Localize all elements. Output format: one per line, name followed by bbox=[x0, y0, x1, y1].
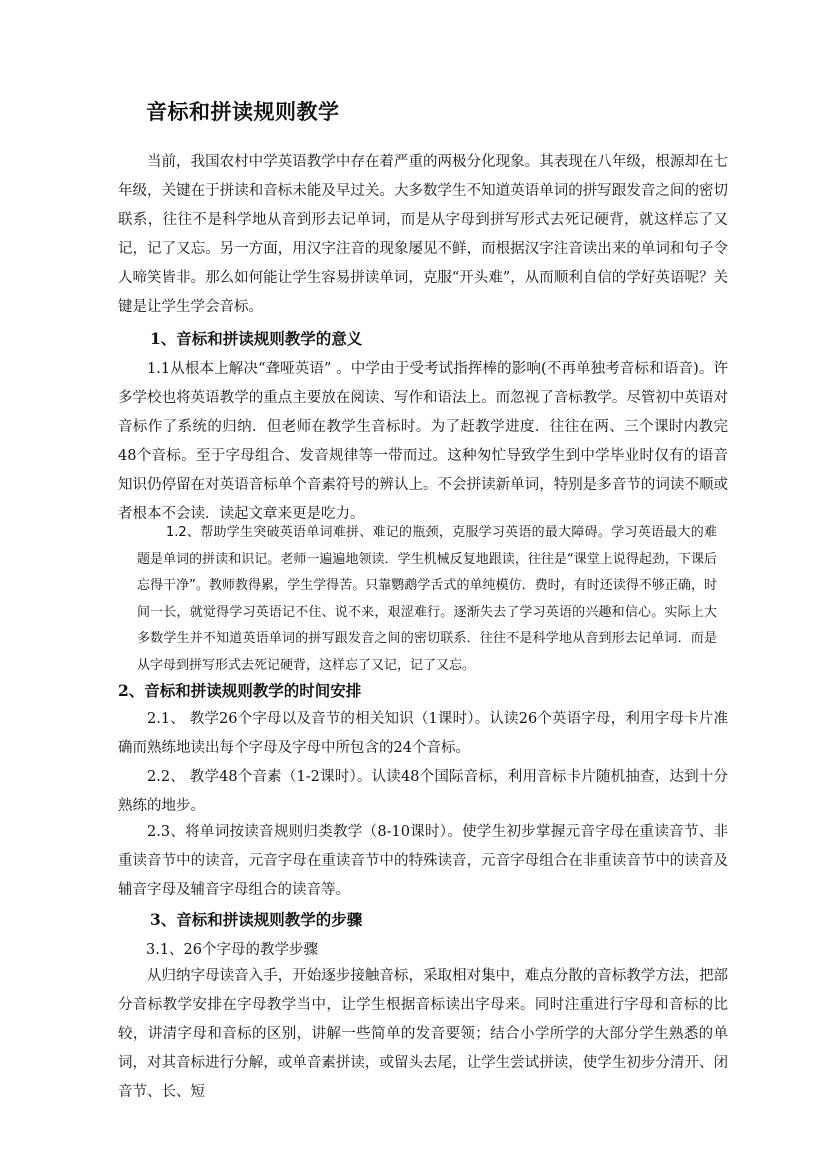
document-title: 音标和拼读规则教学 bbox=[146, 99, 340, 124]
section-1-heading: 1、音标和拼读规则教学的意义 bbox=[150, 329, 363, 348]
section-3-heading: 3、音标和拼读规则教学的步骤 bbox=[150, 910, 363, 929]
intro-paragraph: 当前，我国农村中学英语教学中存在着严重的两极分化现象。其表现在八年级，根源却在七年级，关键在于拼读和音标未能及早过关。大多数学生不知道英语单词的拼写跟发音之间的密切联系，往往不是科学地从音到形去记单词，而是从字母到拼写形式去死记硬背，就这样忘了又记，记了又忘。另一方面，用汉字注音的现象屡见不鲜，而根据汉字注音读出来的单词和句子令人啼笑皆非。那么如何能让学生容易拼读单词，克服“开头难”，从而顺利自信的学好英语呢？关键是让学生学会音标。 bbox=[118, 154, 728, 315]
section-2-2-paragraph: 2.2、 教学48个音素（1-2课时）。认读48个国际音标，利用音标卡片随机抽查，达到十分熟练的地步。 bbox=[118, 769, 728, 814]
section-2-heading: 2、音标和拼读规则教学的时间安排 bbox=[118, 681, 362, 700]
section-2-1-paragraph: 2.1、 教学26个字母以及音节的相关知识（1课时）。认读26个英语字母，利用字母卡片准确而熟练地读出每个字母及字母中所包含的24个音标。 bbox=[118, 711, 728, 756]
section-2-3-paragraph: 2.3、将单词按读音规则归类教学（8-10课时）。使学生初步掌握元音字母在重读音节、非重读音节中的读音，元音字母在重读音节中的特殊读音，元音字母组合在非重读音节中的读音及辅音字母及辅音字母组合的读音等。 bbox=[118, 824, 728, 898]
section-3-1-subheading: 3.1、26个字母的教学步骤 bbox=[146, 942, 319, 958]
section-1-1-paragraph: 1.1从根本上解决“聋哑英语” 。中学由于受考试指挥棒的影响(不再单独考音标和语音)。许多学校也将英语教学的重点主要放在阅读、写作和语法上。而忽视了音标教学。尽管初中英语对音标作了系统的归纳．但老师在教学生音标时。为了赶教学进度．往往在两、三个课时内教完48个音标。至于字母组合、发音规律等一带而过。这种匆忙导致学生到中学毕业时仅有的语音知识仍停留在对英语音标单个音素符号的辨认上。不会拼读新单词，特别是多音节的词读不顺或者根本不会读．读起文章来更是吃力。 bbox=[118, 361, 728, 522]
section-3-1-paragraph: 从归纳字母读音入手，开始逐步接触音标，采取相对集中，难点分散的音标教学方法，把部分音标教学安排在字母教学当中，让学生根据音标读出字母来。同时注重进行字母和音标的比较，讲清字母和音标的区别，讲解一些简单的发音要领；结合小学所学的大部分学生熟悉的单词，对其音标进行分解，或单音素拼读，或留头去尾，让学生尝试拼读，使学生初步分清开、闭音节、长、短 bbox=[118, 968, 728, 1100]
section-1-2-paragraph: 1.2、帮助学生突破英语单词难拼、难记的瓶颈，克服学习英语的最大障碍。学习英语最大的难题是单词的拼读和识记。老师一遍遍地领读．学生机械反复地跟读，往往是“课堂上说得起劲，下课后忘得干净”。教师教得累，学生学得苦。只靠鹦鹉学舌式的单纯模仿．费时，有时还读得不够正确，时间一长，就觉得学习英语记不住、说不来，艰涩难行。逐渐失去了学习英语的兴趣和信心。实际上大多数学生并不知道英语单词的拼写跟发音之间的密切联系．往往不是科学地从音到形去记单词．而是从字母到拼写形式去死记硬背，这样忘了又记，记了又忘。 bbox=[137, 525, 717, 673]
